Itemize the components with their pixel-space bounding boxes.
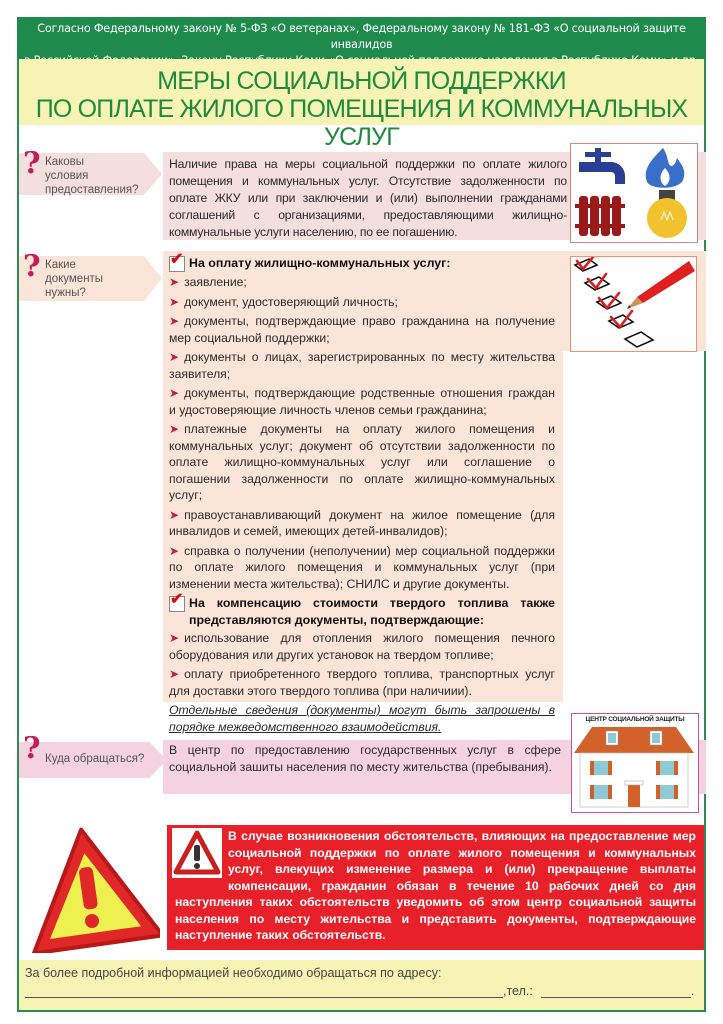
address-blank-field[interactable] [25,985,503,998]
arrow-bullet-icon: ➤ [169,294,180,309]
question-documents [19,249,144,301]
documents-group-2-title: ✔ На компенсацию стоимости твердого топлива также представляются документы, подтверждающие: [169,595,555,628]
gas-flame-icon [646,148,685,188]
light-bulb-icon [647,190,687,238]
social-center-illustration [571,713,699,813]
answer-documents [163,251,563,734]
footer-end: . [690,984,695,998]
question-text: нужны? [45,287,86,299]
arrow-bullet-icon: ➤ [169,275,180,289]
law-reference-banner [17,17,706,59]
arrow-bullet-icon: ➤ [169,422,180,436]
contact-footer [17,960,706,1012]
documents-group-1-title: ✔ На оплату жилищно-коммунальных услуг: [169,255,555,272]
list-item: ➤ платежные документы на оплату жилого помещения и коммунальных услуг; документ об отсутствии задолженности по оплате жилищно-коммунальных услуг или соглашение о погашении задолженности по оплате жилищно-коммунальных услуг; [169,422,555,502]
utilities-illustration [570,143,698,243]
title-line-2: ПО ОПЛАТЕ ЖИЛОГО ПОМЕЩЕНИЯ И КОММУНАЛЬНЫХ УСЛУГ [35,95,688,151]
footer-text: За более подробной информацией необходимо обращаться по адресу: [25,966,442,980]
arrow-bullet-icon: ➤ [169,667,180,681]
question-mark-icon: ? [23,146,41,181]
warning-icon [172,828,222,878]
page-title [19,59,704,151]
list-item: ➤ оплату приобретенного твердого топлива, транспортных услуг для доставки этого твердого топлива (при наличиии). [169,667,555,698]
checklist-illustration [570,256,697,352]
law-line-1: Согласно Федеральному закону № 5-ФЗ «О ветеранах», Федеральному закону № 181-ФЗ «О социальной защите инвалидов [37,22,686,51]
checkmark-icon [169,596,185,612]
answer-conditions: Наличие права на меры социальной поддержки по оплате жилого помещения и коммунальных услуг. Отсутствие задолженности по оплате ЖКУ или при заключении и (или) выполнении гражданами соглашений с организациями, предоставляющими жилищно-коммунальные услуги населению, по ее погашению. [163,152,573,240]
list-item: ➤ документы о лицах, зарегистрированных по месту жительства заявителя; [169,350,555,381]
house-label: ЦЕНТР СОЦИАЛЬНОЙ ЗАЩИТЫ [585,716,685,723]
question-text: условия [45,170,89,182]
house-icon [572,723,697,809]
checkmark-icon [169,256,185,272]
contact-line [25,984,704,998]
list-item: ➤ правоустанавливающий документ на жилое помещение (для инвалидов и семей, имеющих детей-инвалидов); [169,507,555,538]
question-mark-icon: ? [23,249,41,284]
water-tap-icon [579,148,625,184]
answer-where: В центр по предоставлению государственных услуг в сфере социальной зашиты населения по месту жительства (пребывания). [163,740,567,794]
arrow-bullet-icon: ➤ [169,507,180,522]
radiator-icon [575,196,625,236]
alert-text: В случае возникновения обстоятельств, влияющих на предоставление мер социальной поддержки по оплате жилого помещения и коммунальных услуг, влекущих изменение размера и (или) прекращение выплаты компенсации, гражданин обязан в течение 10 рабочих дней со дня наступления таких обстоятельств уведомить об этом центр социальной защиты населения по месту жительства и представить документы, подтверждающие наступление таких обстоятельств. [175,829,696,942]
arrow-bullet-icon: ➤ [169,314,180,328]
warning-triangle-icon [20,823,160,953]
title-line-1: МЕРЫ СОЦИАЛЬНОЙ ПОДДЕРЖКИ [157,67,566,95]
phone-blank-field[interactable] [541,985,691,998]
question-where [19,731,149,778]
question-text: Какие [45,259,76,271]
question-text: Каковы [45,156,85,168]
list-item: ➤ документы, подтверждающие родственные отношения граждан и удостоверяющие личность членов семьи гражданина; [169,386,555,417]
arrow-bullet-icon: ➤ [169,386,180,400]
arrow-bullet-icon: ➤ [169,350,180,364]
interagency-note: Отдельные сведения (документы) могут быть запрошены в порядке межведомственного взаимодействия. [169,703,555,734]
arrow-bullet-icon: ➤ [169,631,180,645]
pencil-icon [627,261,695,309]
question-text: документы [45,273,104,285]
phone-label: ,тел.: [503,984,533,998]
list-item: ➤ использование для отопления жилого помещения печного оборудования или других установок на твердом топливе; [169,631,555,662]
question-text: Куда обращаться? [45,753,145,765]
question-mark-icon: ? [23,731,41,766]
alert-notice [167,825,704,950]
list-item: ➤ заявление; [169,275,247,289]
list-item: ➤ справка о получении (неполучении) мер социальной поддержки по оплате жилого помещения и коммунальных услуг (при изменении места жительства); СНИЛС и другие документы. [169,543,555,591]
list-item: ➤ документ, удостоверяющий личность; [169,294,398,309]
list-item: ➤ документы, подтверждающие право гражданина на получение мер социальной поддержки; [169,314,555,345]
question-conditions [19,146,144,196]
arrow-bullet-icon: ➤ [169,543,180,558]
question-text: предоставления? [45,184,139,196]
